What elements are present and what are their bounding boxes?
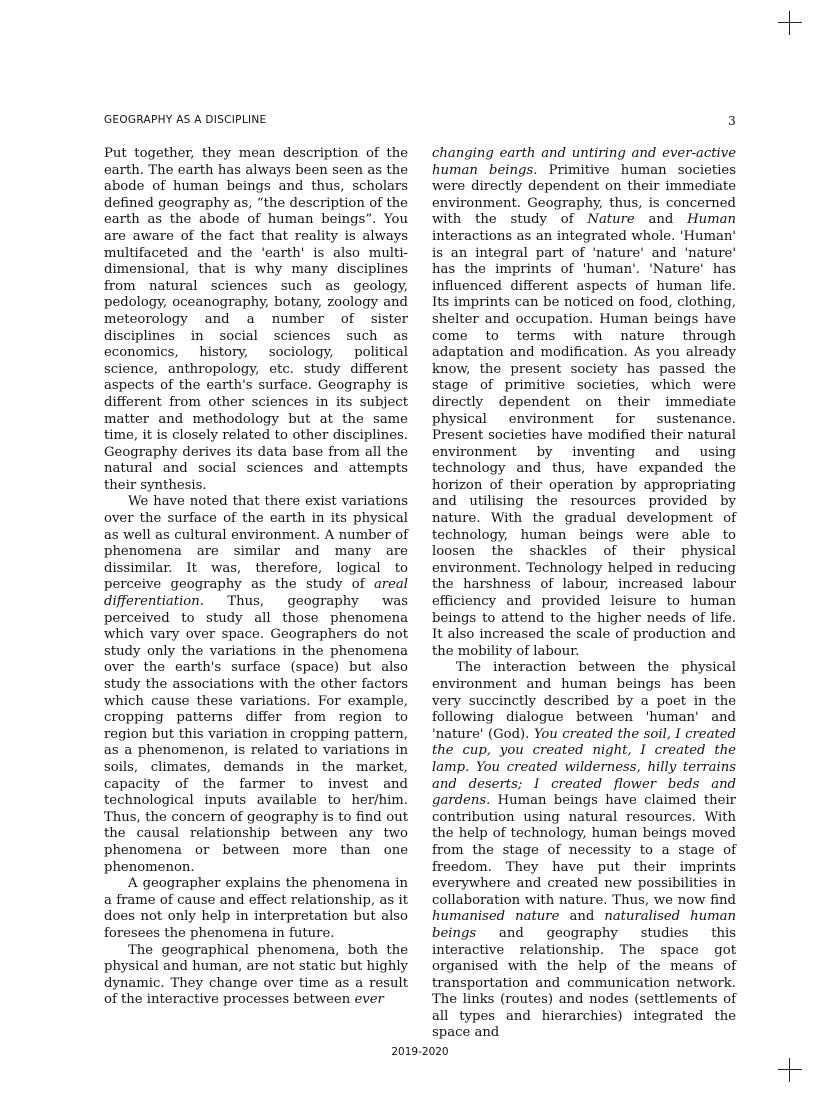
right-paragraph-1: changing earth and untiring and ever-active human beings. Primitive human societies were directly dependent on their immediate environment. Geography, thus, is concerned with the study of Nature and Human interactions as an integrated whole. 'Human' is an integral part of 'nature' and 'nature' has the imprints of 'human'. 'Nature' has influenced different aspects of human life. Its imprints can be noticed on food, clothing, shelter and occupation. Human beings have come to terms with nature through adaptation and modification. As you already know, the present society has passed the stage of primitive societies, which were directly dependent on their immediate physical environment for sustenance. Present societies have modified their natural environment by inventing and using technology and thus, have expanded the horizon of their operation by appropriating and utilising the resources provided by nature. With the gradual development of technology, human beings were able to loosen the shackles of their physical environment. Technology helped in reducing the harshness of labour, increased labour efficiency and provided leisure to human beings to attend to the higher needs of life. It also increased the scale of production and the mobility of labour.: [432, 146, 736, 659]
right-column: [432, 146, 736, 1042]
chapter-title: GEOGRAPHY AS A DISCIPLINE: [104, 114, 267, 126]
poem-quote: You created the soil, I created the cup, you created night, I created the lamp. You created wilderness, hilly terrains and deserts; I created flower beds and gardens.: [432, 726, 736, 809]
footer-year: 2019-2020: [391, 1046, 449, 1058]
term-nature: Nature: [587, 212, 635, 228]
right-paragraph-2: The interaction between the physical environment and human beings has been very succinctly described by a poet in the following dialogue between 'human' and 'nature' (God). You created the soil, I created the cup, you created night, I created the lamp. You created wilderness, hilly terrains and deserts; I created flower beds and gardens. Human beings have claimed their contribution using natural resources. With the help of technology, human beings moved from the stage of necessity to a stage of freedom. They have put their imprints everywhere and created new possibilities in collaboration with nature. Thus, we now find humanised nature and naturalised human beings and geography studies this interactive relationship. The space got organised with the help of the means of transportation and communication network. The links (routes) and nodes (settlements of all types and hierarchies) integrated the space and: [432, 660, 736, 1041]
left-paragraph-3: A geographer explains the phenomena in a frame of cause and effect relationship, as it does not only help in interpretation but also foresees the phenomena in future.: [104, 876, 408, 941]
page-number: 3: [728, 114, 736, 128]
left-paragraph-1: Put together, they mean description of the earth. The earth has always been seen as the abode of human beings and thus, scholars defined geography as, “the description of the earth as the abode of human beings”. You are aware of the fact that reality is always multifaceted and the 'earth' is also multi-dimensional, that is why many disciplines from natural sciences such as geology, pedology, oceanography, botany, zoology and meteorology and a number of sister disciplines in social sciences such as economics, history, sociology, political science, anthropology, etc. study different aspects of the earth's surface. Geography is different from other sciences in its subject matter and methodology but at the same time, it is closely related to other disciplines. Geography derives its data base from all the natural and social sciences and attempts their synthesis.: [104, 146, 408, 493]
running-header: [104, 114, 736, 130]
left-paragraph-2: We have noted that there exist variations over the surface of the earth in its physical as well as cultural environment. A number of phenomena are similar and many are dissimilar. It was, therefore, logical to perceive geography as the study of areal differentiation. Thus, geography was perceived to study all those phenomena which vary over space. Geographers do not study only the variations in the phenomena over the earth's surface (space) but also study the associations with the other factors which cause these variations. For example, cropping patterns differ from region to region but this variation in cropping pattern, as a phenomenon, is related to variations in soils, climates, demands in the market, capacity of the farmer to invest and technological inputs available to her/him. Thus, the concern of geography is to find out the causal relationship between any two phenomena or between more than one phenomenon.: [104, 494, 408, 875]
crop-mark-bottom-right: [778, 1058, 802, 1082]
crop-mark-top-right: [778, 11, 802, 35]
term-human: Human: [687, 212, 736, 228]
left-column: [104, 146, 408, 1009]
term-humanised-nature: humanised nature: [432, 909, 560, 925]
term-areal-differentiation: areal differentiation: [104, 577, 408, 610]
left-paragraph-4: The geographical phenomena, both the physical and human, are not static but highly dynamic. They change over time as a result of the interactive processes between ever: [104, 942, 408, 1008]
term-naturalised-human-beings: naturalised human beings: [432, 909, 736, 941]
